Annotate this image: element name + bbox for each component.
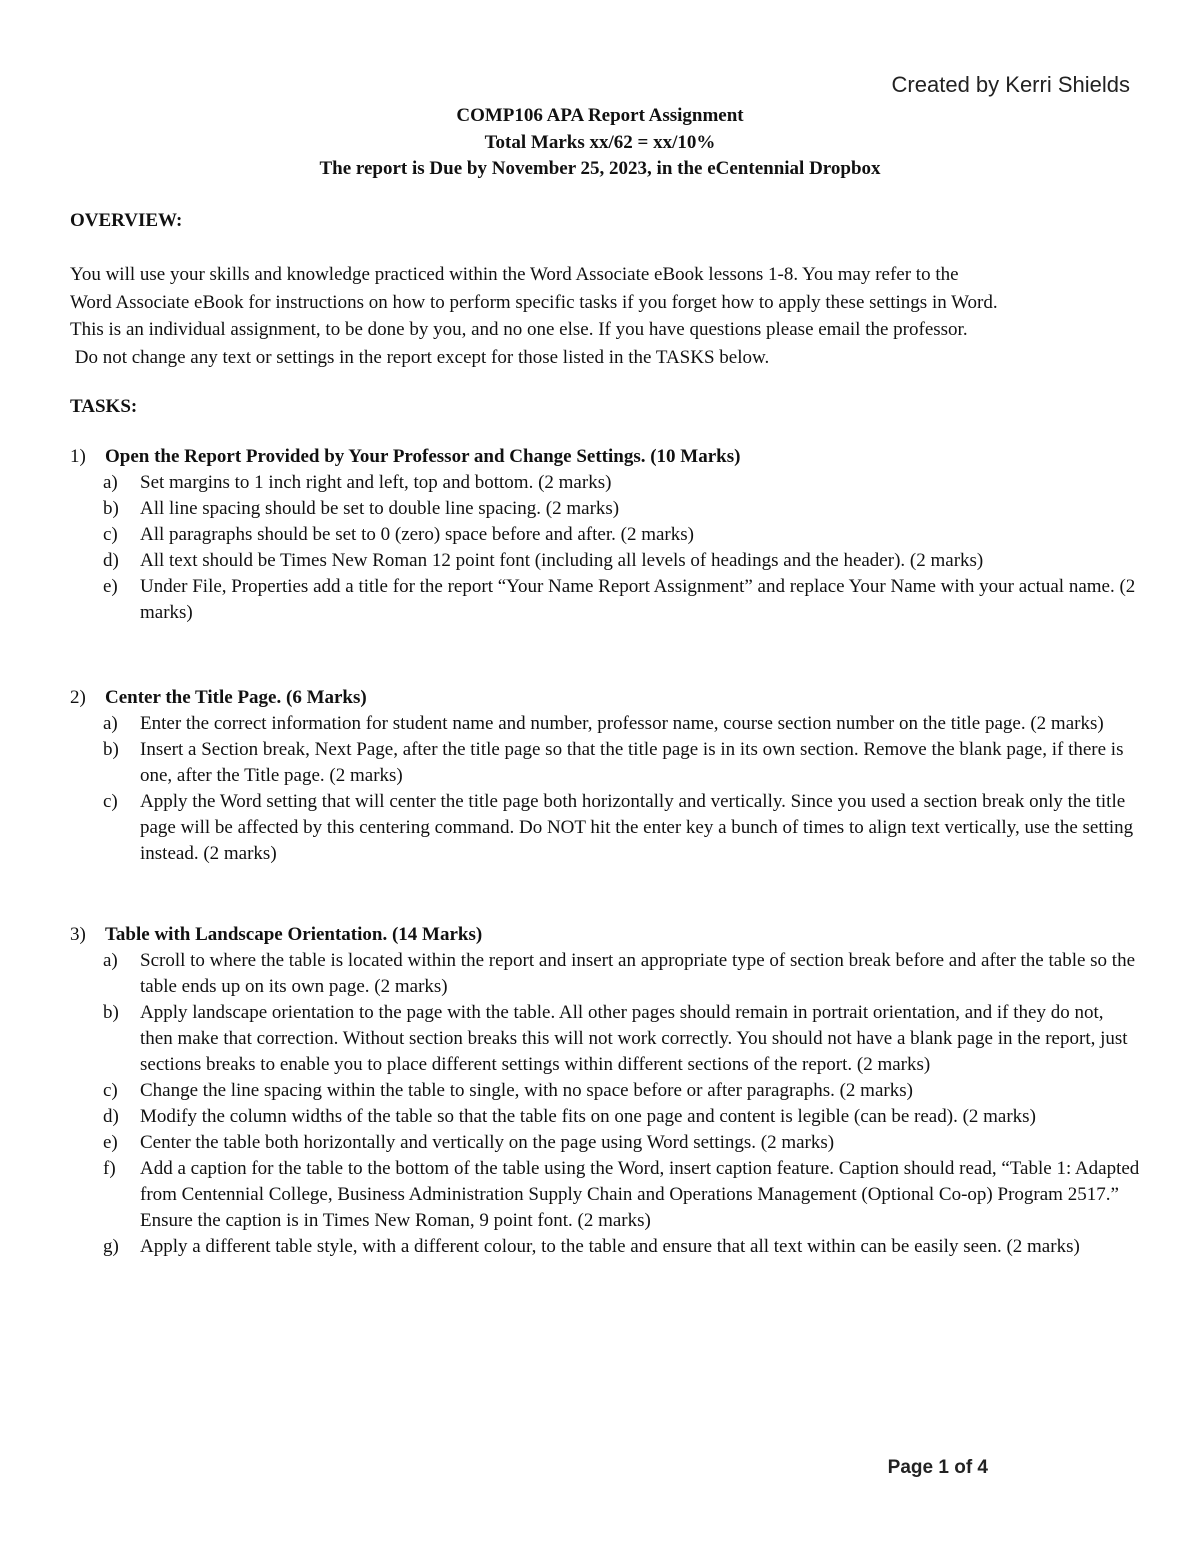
page-header-credit: Created by Kerri Shields — [891, 72, 1130, 97]
task-item — [70, 496, 1140, 522]
task-item — [70, 948, 1140, 1000]
overview-paragraph — [70, 261, 1135, 371]
task-item — [70, 789, 1140, 867]
item-letter: a) — [103, 950, 118, 971]
task-title: Center the Title Page. (6 Marks) — [105, 687, 367, 708]
item-text: Center the table both horizontally and vertically on the page using Word settings. (2 marks) — [140, 1132, 835, 1153]
item-text: Scroll to where the table is located within the report and insert an appropriate type of section break before and after the table so the table ends up on its own page. (2 marks) — [140, 950, 1136, 997]
task-title: Table with Landscape Orientation. (14 Marks) — [105, 924, 483, 945]
task-item — [70, 470, 1140, 496]
item-letter: c) — [103, 1080, 118, 1101]
task-number: 1) — [70, 446, 86, 467]
task-3 — [70, 922, 1140, 1260]
task-number: 3) — [70, 924, 86, 945]
overview-line: Do not change any text or settings in the report except for those listed in the TASKS below. — [70, 346, 770, 368]
item-text: Apply landscape orientation to the page with the table. All other pages should remain in portrait orientation, and if they do not, then make that correction. Without section breaks this will not work correctly. You should not have a blank page in the report, just sections breaks to enable you to place different settings within different sections of the report. (2 marks) — [140, 1002, 1128, 1075]
task-item — [70, 522, 1140, 548]
overview-line: You will use your skills and knowledge practiced within the Word Associate eBook lessons 1-8. You may refer to the — [70, 264, 959, 285]
item-letter: f) — [103, 1158, 116, 1179]
item-letter: b) — [103, 1002, 119, 1023]
item-letter: a) — [103, 472, 118, 493]
item-letter: e) — [103, 1132, 118, 1153]
item-letter: c) — [103, 524, 118, 545]
item-text: Insert a Section break, Next Page, after the title page so that the title page is in its own section. Remove the blank page, if there is one, after the Title page. (2 marks) — [140, 739, 1124, 786]
task-item — [70, 1104, 1140, 1130]
overview-line: This is an individual assignment, to be done by you, and no one else. If you have questions please email the professor. — [70, 319, 968, 340]
item-text: Enter the correct information for student name and number, professor name, course section number on the title page. (2 marks) — [140, 713, 1104, 734]
item-text: All text should be Times New Roman 12 point font (including all levels of headings and the header). (2 marks) — [140, 550, 984, 571]
tasks-heading: TASKS: — [70, 396, 138, 417]
item-letter: d) — [103, 550, 119, 571]
item-text: Under File, Properties add a title for the report “Your Name Report Assignment” and replace Your Name with your actual name. (2 marks) — [140, 576, 1136, 623]
task-item — [70, 1156, 1140, 1234]
item-letter: g) — [103, 1236, 119, 1257]
item-letter: a) — [103, 713, 118, 734]
task-item — [70, 1234, 1140, 1260]
title-block — [0, 103, 1200, 183]
assignment-title: COMP106 APA Report Assignment — [456, 105, 744, 126]
task-number: 2) — [70, 687, 86, 708]
item-letter: b) — [103, 498, 119, 519]
task-item — [70, 574, 1140, 626]
item-letter: e) — [103, 576, 118, 597]
item-letter: d) — [103, 1106, 119, 1127]
page-number: Page 1 of 4 — [887, 1457, 988, 1478]
task-item — [70, 1078, 1140, 1104]
task-item — [70, 1000, 1140, 1078]
item-text: All line spacing should be set to double line spacing. (2 marks) — [140, 498, 620, 519]
overview-heading: OVERVIEW: — [70, 210, 183, 231]
item-text: Add a caption for the table to the bottom of the table using the Word, insert caption feature. Caption should read, “Table 1: Adapted from Centennial College, Business Administration Supply Chain and Operations Management (Optional Co-op) Program 2517.” Ensure the caption is in Times New Roman, 9 point font. (2 marks) — [140, 1158, 1140, 1231]
item-letter: c) — [103, 791, 118, 812]
task-title: Open the Report Provided by Your Professor and Change Settings. (10 Marks) — [105, 446, 741, 467]
overview-line: Word Associate eBook for instructions on how to perform specific tasks if you forget how to apply these settings in Word. — [70, 291, 998, 313]
task-item — [70, 737, 1140, 789]
task-item — [70, 711, 1140, 737]
item-text: Change the line spacing within the table to single, with no space before or after paragraphs. (2 marks) — [140, 1080, 913, 1101]
task-1 — [70, 444, 1140, 626]
item-text: Set margins to 1 inch right and left, top and bottom. (2 marks) — [140, 472, 612, 493]
item-text: Apply the Word setting that will center the title page both horizontally and vertically. Since you used a section break only the title page will be affected by this centering command. Do NOT hit the enter key a bunch of times to align text vertically, use the setting instead. (2 marks) — [140, 791, 1134, 864]
item-text: Modify the column widths of the table so that the table fits on one page and content is legible (can be read). (2 marks) — [140, 1106, 1036, 1127]
task-item — [70, 548, 1140, 574]
task-item — [70, 1130, 1140, 1156]
item-text: All paragraphs should be set to 0 (zero) space before and after. (2 marks) — [140, 524, 694, 545]
task-2 — [70, 685, 1140, 867]
item-text: Apply a different table style, with a different colour, to the table and ensure that all text within can be easily seen. (2 marks) — [140, 1236, 1080, 1257]
due-date: The report is Due by November 25, 2023, in the eCentennial Dropbox — [319, 158, 881, 179]
item-letter: b) — [103, 739, 119, 760]
total-marks: Total Marks xx/62 = xx/10% — [484, 131, 716, 153]
